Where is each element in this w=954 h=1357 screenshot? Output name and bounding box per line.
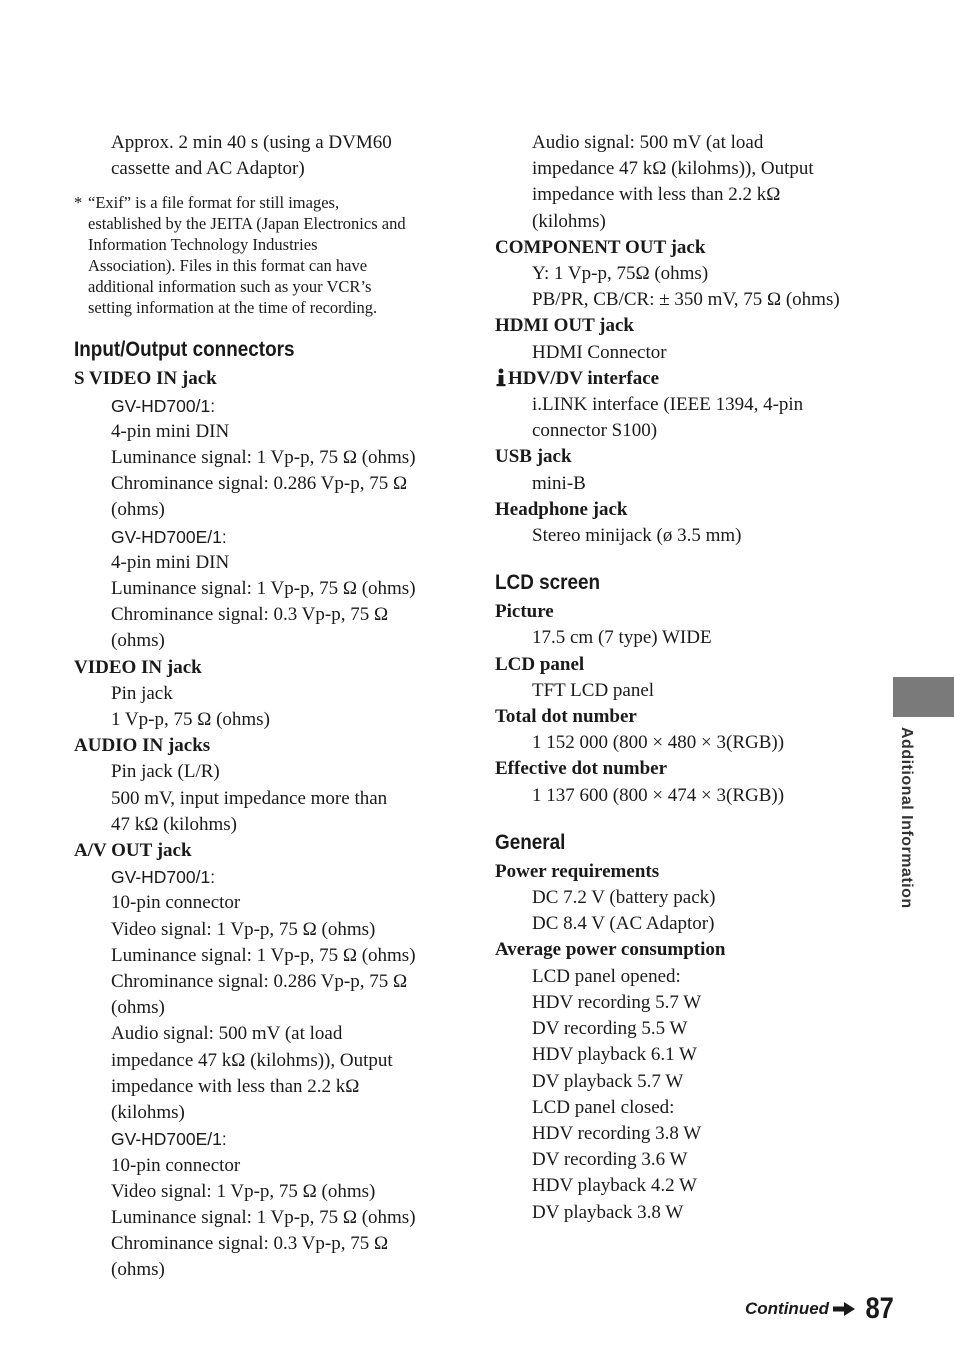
spec-line: 1 Vp-p, 75 Ω (ohms)	[111, 709, 270, 731]
spec-line: 10-pin connector	[111, 892, 241, 914]
spec-line: connector S100)	[532, 420, 658, 442]
spec-line: DV recording 5.5 W	[532, 1018, 688, 1040]
spec-heading: Total dot number	[495, 706, 637, 728]
spec-heading: USB jack	[495, 446, 572, 468]
spec-line: Luminance signal: 1 Vp-p, 75 Ω (ohms)	[111, 1206, 416, 1228]
spec-line: Video signal: 1 Vp-p, 75 Ω (ohms)	[111, 1180, 376, 1202]
ilink-icon	[495, 368, 507, 387]
spec-line: impedance 47 kΩ (kilohms)), Output	[111, 1049, 393, 1071]
spec-line: Chrominance signal: 0.286 Vp-p, 75 Ω	[111, 473, 408, 495]
spec-line: (ohms)	[111, 499, 165, 521]
footnote-line: Information Technology Industries	[88, 235, 318, 255]
spec-heading: VIDEO IN jack	[74, 656, 202, 678]
spec-line: Chrominance signal: 0.3 Vp-p, 75 Ω	[111, 1233, 389, 1255]
spec-line: Y: 1 Vp-p, 75Ω (ohms)	[532, 263, 709, 285]
spec-line: HDV playback 4.2 W	[532, 1175, 697, 1197]
continued-line: cassette and AC Adaptor)	[111, 158, 305, 180]
right-column	[495, 130, 875, 1226]
spec-line: 47 kΩ (kilohms)	[111, 813, 238, 835]
spec-line: Video signal: 1 Vp-p, 75 Ω (ohms)	[111, 918, 376, 940]
continued-line: impedance with less than 2.2 kΩ	[532, 184, 781, 206]
model-label: GV-HD700/1:	[111, 867, 216, 888]
spec-line: (kilohms)	[111, 1102, 185, 1124]
spec-line: DV playback 3.8 W	[532, 1201, 684, 1223]
spec-line: 1 137 600 (800 × 474 × 3(RGB))	[532, 784, 785, 806]
spec-line: Pin jack (L/R)	[111, 761, 220, 783]
spec-line: 4-pin mini DIN	[111, 420, 230, 442]
spec-heading: COMPONENT OUT jack	[495, 236, 706, 258]
spec-line: Chrominance signal: 0.3 Vp-p, 75 Ω	[111, 604, 389, 626]
spec-heading: Average power consumption	[495, 939, 726, 961]
spec-line: HDV recording 5.7 W	[532, 991, 702, 1013]
spec-line: DV recording 3.6 W	[532, 1149, 688, 1171]
spec-line: Luminance signal: 1 Vp-p, 75 Ω (ohms)	[111, 944, 416, 966]
spec-line: impedance with less than 2.2 kΩ	[111, 1075, 360, 1097]
spec-heading: A/V OUT jack	[74, 840, 192, 862]
section-title-lcd-screen: LCD screen	[495, 571, 601, 595]
spec-line: Pin jack	[111, 682, 173, 704]
spec-line: PB/PR, CB/CR: ± 350 mV, 75 Ω (ohms)	[532, 289, 840, 311]
spec-line: DC 8.4 V (AC Adaptor)	[532, 913, 715, 935]
continued-label: Continued	[745, 1299, 830, 1318]
chapter-tab-label: Additional Information	[898, 727, 915, 909]
continued-line: (kilohms)	[532, 210, 606, 232]
spec-line: mini-B	[532, 472, 586, 494]
footnote-line: Association). Files in this format can have	[88, 256, 368, 276]
spec-line: Luminance signal: 1 Vp-p, 75 Ω (ohms)	[111, 447, 416, 469]
chapter-tab	[893, 677, 954, 717]
spec-line: (ohms)	[111, 997, 165, 1019]
spec-line: HDV recording 3.8 W	[532, 1122, 702, 1144]
spec-line: Chrominance signal: 0.286 Vp-p, 75 Ω	[111, 971, 408, 993]
section-title-general: General	[495, 830, 566, 854]
spec-line: 1 152 000 (800 × 480 × 3(RGB))	[532, 732, 785, 754]
spec-line: 4-pin mini DIN	[111, 551, 230, 573]
spec-line: (ohms)	[111, 630, 165, 652]
spec-line: 17.5 cm (7 type) WIDE	[532, 627, 712, 649]
spec-line: Luminance signal: 1 Vp-p, 75 Ω (ohms)	[111, 578, 416, 600]
page-footer	[745, 1292, 896, 1326]
footnote-line: “Exif” is a file format for still images,	[88, 193, 340, 213]
spec-line: LCD panel closed:	[532, 1096, 675, 1118]
spec-line: (ohms)	[111, 1259, 165, 1281]
spec-line: TFT LCD panel	[532, 679, 655, 701]
spec-line: Audio signal: 500 mV (at load	[111, 1023, 343, 1045]
footnote	[74, 192, 454, 318]
spec-line: LCD panel opened:	[532, 965, 681, 987]
spec-heading: Headphone jack	[495, 498, 628, 520]
continued-line: impedance 47 kΩ (kilohms)), Output	[532, 158, 814, 180]
footnote-marker: *	[74, 193, 83, 213]
spec-line: HDV playback 6.1 W	[532, 1044, 697, 1066]
spec-heading: LCD panel	[495, 653, 585, 675]
spec-line: DC 7.2 V (battery pack)	[532, 887, 716, 909]
spec-line: 10-pin connector	[111, 1154, 241, 1176]
spec-heading-hdv-dv	[495, 366, 875, 392]
spec-heading-text: HDV/DV interface	[508, 367, 660, 389]
model-label: GV-HD700E/1:	[111, 526, 227, 547]
section-title-io-connectors: Input/Output connectors	[74, 338, 295, 362]
spec-line: HDMI Connector	[532, 341, 667, 363]
spec-line: 500 mV, input impedance more than	[111, 787, 388, 809]
model-label: GV-HD700E/1:	[111, 1129, 227, 1150]
spec-heading: HDMI OUT jack	[495, 315, 634, 337]
model-label: GV-HD700/1:	[111, 395, 216, 416]
right-arrow-icon	[833, 1302, 855, 1316]
footnote-line: additional information such as your VCR’s	[88, 277, 372, 297]
spec-line: i.LINK interface (IEEE 1394, 4-pin	[532, 394, 804, 416]
left-column	[74, 130, 454, 1284]
spec-heading: Power requirements	[495, 860, 660, 882]
continued-line: Approx. 2 min 40 s (using a DVM60	[111, 132, 392, 153]
spec-heading: S VIDEO IN jack	[74, 368, 217, 390]
continued-line: Audio signal: 500 mV (at load	[532, 132, 764, 153]
spec-heading: AUDIO IN jacks	[74, 735, 211, 757]
page-number: 87	[865, 1292, 894, 1325]
spec-heading: Picture	[495, 601, 554, 623]
footnote-line: setting information at the time of recording.	[88, 298, 378, 318]
footnote-line: established by the JEITA (Japan Electronics and	[88, 214, 406, 234]
spec-line: DV playback 5.7 W	[532, 1070, 684, 1092]
spec-line: Stereo minijack (ø 3.5 mm)	[532, 525, 742, 547]
spec-heading: Effective dot number	[495, 758, 668, 780]
